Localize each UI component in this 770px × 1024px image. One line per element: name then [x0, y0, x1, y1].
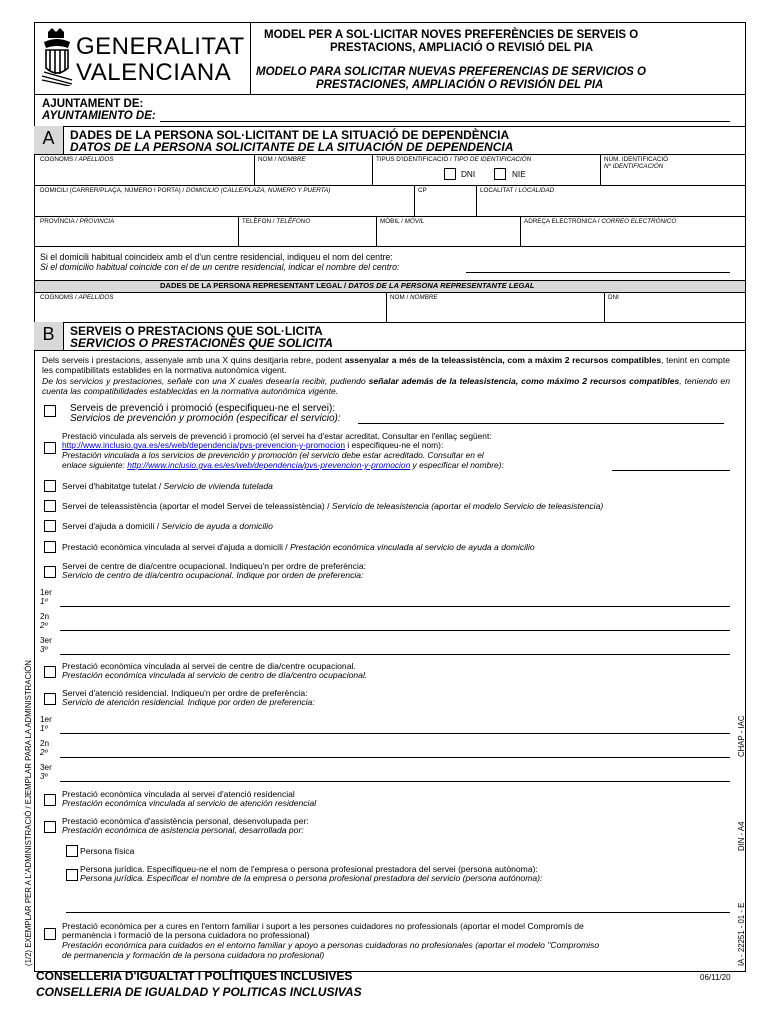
- prestacio-centre-dia-checkbox[interactable]: [44, 666, 56, 678]
- persona-juridica-field[interactable]: [66, 912, 730, 913]
- rep-cognoms-label: COGNOMS / APELLIDOS: [40, 294, 114, 301]
- adreca-label: ADREÇA ELECTRÒNICA / CORREO ELECTRÓNICO: [524, 218, 677, 225]
- cp-label: CP: [418, 187, 427, 194]
- resid-ord3-va: 3er: [40, 763, 52, 772]
- cognoms-label: COGNOMS / APELLIDOS: [40, 156, 114, 163]
- prevencio-field[interactable]: [358, 423, 724, 424]
- ayuntamiento-label: AYUNTAMIENTO DE:: [42, 110, 156, 122]
- title-va-1: MODEL PER A SOL·LICITAR NOVES PREFERÈNCIES DE SERVEIS O: [264, 29, 639, 41]
- opt2-es-1: Prestación vinculada a los servicios de prevención y promoción (el servicio debe estar acreditado. Consultar en el: [62, 450, 484, 460]
- section-b-letter: B: [34, 322, 64, 350]
- form-date: 06/11/20: [700, 973, 731, 982]
- side-right-text-3: IA - 22251 - 01 - E: [737, 902, 746, 966]
- resid-pref-3-field[interactable]: [60, 781, 730, 782]
- logo-text-2: VALENCIANA: [76, 59, 232, 86]
- centre-pref-3-field[interactable]: [60, 654, 730, 655]
- conselleria-va: CONSELLERIA D'IGUALTAT I POLÍTIQUES INCLUSIVES: [36, 969, 353, 983]
- teleassistencia-label: Servei de teleassistència (aportar el model Servei de teleassistència) / Servicio de teleasistencia (aportar el modelo Servicio de teleasistencia): [62, 501, 604, 511]
- side-right-text-1: CHAP - IAC: [737, 715, 746, 757]
- title-va-2: PRESTACIONS, AMPLIACIÓ O REVISIÓ DEL PIA: [330, 42, 594, 54]
- resid-ord2-es: 2º: [40, 748, 48, 757]
- residencial-field[interactable]: [466, 272, 730, 273]
- assistencia-personal-va: Prestació econòmica d'assistència personal, desenvolupada per:: [62, 816, 309, 826]
- shield-icon: [40, 28, 74, 86]
- domicili-label: DOMICILI (CARRER/PLAÇA, NÚMERO I PORTA) / DOMICILIO (CALLE/PLAZA, NÚMERO Y PUERTA): [40, 187, 331, 194]
- section-a-title-es: DATOS DE LA PERSONA SOLICITANTE DE LA SITUACIÓN DE DEPENDENCIA: [70, 140, 514, 154]
- representant-title: DADES DE LA PERSONA REPRESENTANT LEGAL / DATOS DE LA PERSONA REPRESENTANTE LEGAL: [160, 281, 535, 290]
- centre-dia-es: Servicio de centro de día/centro ocupacional. Indique por orden de preferencia:: [62, 570, 364, 580]
- centre-dia-va: Servei de centre de dia/centre ocupacional. Indiqueu'n per ordre de preferència:: [62, 561, 367, 571]
- resid-ord2-va: 2n: [40, 739, 50, 748]
- section-b-title-es: SERVICIOS O PRESTACIONES QUE SOLICITA: [70, 336, 333, 350]
- cures-va-2: permanència i formació de la persona cuidadora no professional): [62, 930, 310, 940]
- prestacio-residencial-checkbox[interactable]: [44, 794, 56, 806]
- prestacio-ajuda-domicili-checkbox[interactable]: [44, 541, 56, 553]
- centre-ord2-es: 2º: [40, 621, 48, 630]
- centre-ord3-va: 3er: [40, 636, 52, 645]
- prestacio-residencial-va: Prestació econòmica vinculada al servei d'atenció residencial: [62, 789, 295, 799]
- centre-ord1-va: 1er: [40, 588, 52, 597]
- side-left-text: (1/2) EXEMPLAR PER A L'ADMINISTRACIÓ / EJEMPLAR PARA LA ADMINISTRACIÓN: [24, 660, 33, 966]
- prevencio-es: Servicios de prevención y promoción (especificar el servicio):: [70, 413, 341, 424]
- inclusio-link[interactable]: http://www.inclusio.gva.es/es/web/dependencia/pvs-prevencion-y-promocion: [62, 440, 346, 450]
- ajuntament-label: AJUNTAMENT DE:: [42, 98, 144, 110]
- resid-pref-2-field[interactable]: [60, 757, 730, 758]
- resid-ord3-es: 3º: [40, 772, 48, 781]
- residencial-es: Si el domicilio habitual coincide con el de un centre residencial, indicar el nombre del centro:: [40, 262, 400, 272]
- rep-nom-label: NOM / NOMBRE: [390, 294, 438, 301]
- opt2-va-1: Prestació vinculada als serveis de prevenció i promoció (el servei ha d'estar acreditat. Consultar en l'enllaç següent:: [62, 431, 492, 441]
- atencio-residencial-es: Servicio de atención residencial. Indique por orden de preferencia:: [62, 697, 315, 707]
- section-a-title-va: DADES DE LA PERSONA SOL·LICITANT DE LA SITUACIÓ DE DEPENDÈNCIA: [70, 128, 510, 142]
- section-b-title-va: SERVEIS O PRESTACIONS QUE SOL·LICITA: [70, 324, 323, 338]
- generalitat-logo: [40, 28, 245, 88]
- nie-label: NIE: [512, 170, 526, 179]
- prevencio-va: Serveis de prevenció i promoció (especifiqueu-ne el servei):: [70, 403, 336, 414]
- inclusio-link-es[interactable]: http://www.inclusio.gva.es/es/web/dependencia/pvs-prevencion-y-promocion: [127, 460, 411, 470]
- prestacio-centre-dia-es: Prestación económica vinculada al servicio de centro de día/centro ocupacional.: [62, 670, 368, 680]
- centre-ord1-es: 1º: [40, 597, 48, 606]
- side-right-text-2: DIN - A4: [737, 821, 746, 851]
- assistencia-personal-checkbox[interactable]: [44, 821, 56, 833]
- atencio-residencial-va: Servei d'atenció residencial. Indiqueu'n per ordre de preferència:: [62, 688, 308, 698]
- rep-dni-label: DNI: [608, 294, 619, 301]
- ajuda-domicili-checkbox[interactable]: [44, 520, 56, 532]
- habitatge-tutelat-label: Servei d'habitatge tutelat / Servicio de vivienda tutelada: [62, 481, 273, 491]
- cures-es-1: Prestación económica para cuidados en el entorno familiar y apoyo a personas cuidadoras no profesionales (aportar el modelo "Compromiso: [62, 940, 600, 950]
- title-es-1: MODELO PARA SOLICITAR NUEVAS PREFERENCIAS DE SERVICIOS O: [256, 66, 646, 78]
- residencial-va: Si el domicili habitual coincideix amb el d'un centre residencial, indiqueu el nom del centre:: [40, 252, 393, 262]
- provincia-label: PROVÍNCIA / PROVINCIA: [40, 218, 115, 225]
- persona-fisica-label: Persona física: [80, 846, 135, 856]
- conselleria-es: CONSELLERIA DE IGUALDAD Y POLITICAS INCLUSIVAS: [36, 985, 362, 999]
- residencial-checkbox[interactable]: [44, 693, 56, 705]
- centre-pref-2-field[interactable]: [60, 630, 730, 631]
- persona-fisica-checkbox[interactable]: [66, 845, 78, 857]
- tipus-label: TIPUS D'IDENTIFICACIÓ / TIPO DE IDENTIFICACIÓN: [376, 156, 532, 163]
- prestacio-residencial-es: Prestación económica vinculada al servicio de atención residencial: [62, 798, 317, 808]
- persona-juridica-checkbox[interactable]: [66, 869, 78, 881]
- centre-ord2-va: 2n: [40, 612, 50, 621]
- nie-checkbox[interactable]: [494, 168, 506, 180]
- ajuntament-field[interactable]: [160, 121, 730, 122]
- persona-juridica-es: Persona jurídica. Especificar el nombre de la empresa o persona profesional prestadora del servicio (persona autónoma):: [80, 873, 543, 883]
- prestacio-prevencio-checkbox[interactable]: [44, 442, 56, 454]
- logo-text-1: GENERALITAT: [76, 33, 245, 60]
- centre-dia-checkbox[interactable]: [44, 566, 56, 578]
- opt2-es-2: enlace siguiente: http://www.inclusio.gva.es/es/web/dependencia/pvs-prevencion-y-promocion y especificar el nombre):: [62, 460, 504, 470]
- assistencia-personal-es: Prestación económica de asistencia personal, desarrollada por:: [62, 825, 304, 835]
- prestacio-ajuda-domicili-label: Prestació econòmica vinculada al servei d'ajuda a domicili / Prestación económica vinculada al servicio de ayuda a domicilio: [62, 542, 535, 552]
- intro-va: Dels serveis i prestacions, assenyale amb una X quins desitjaria rebre, podent assenyalar a més de la teleassistència, com a màxim 2 recursos compatibles, tenint en compte les compatibilitats establides en la normativa autonòmica vigent.: [42, 355, 730, 375]
- centre-pref-1-field[interactable]: [60, 606, 730, 607]
- intro-es: De los servicios y prestaciones, señale con una X cuales desearía recibir, pudiendo señalar además de la teleasistencia, como máximo 2 recursos compatibles, teniendo en cuenta las compatibilidades establecidas en la normativa autonómica vigente.: [42, 376, 730, 396]
- centre-ord3-es: 3º: [40, 645, 48, 654]
- mobil-label: MÒBIL / MÓVIL: [380, 218, 425, 225]
- habitatge-tutelat-checkbox[interactable]: [44, 480, 56, 492]
- nom-label: NOM / NOMBRE: [258, 156, 306, 163]
- resid-ord1-es: 1º: [40, 724, 48, 733]
- section-a-letter: A: [34, 126, 64, 154]
- teleassistencia-checkbox[interactable]: [44, 500, 56, 512]
- localitat-label: LOCALITAT / LOCALIDAD: [480, 187, 555, 194]
- title-es-2: PRESTACIONES, AMPLIACIÓN O REVISIÓN DEL PIA: [316, 79, 604, 91]
- prestacio-prevencio-field[interactable]: [612, 470, 730, 471]
- resid-ord1-va: 1er: [40, 715, 52, 724]
- cures-va-1: Prestació econòmica per a cures en l'entorn familiar i suport a les persones cuidadores no professionals (aportar el model Compromís de: [62, 921, 584, 931]
- dni-label: DNI: [461, 170, 476, 179]
- num-ident-label-es: Nº IDENTIFICACIÓN: [604, 163, 664, 170]
- telefon-label: TELÈFON / TELÉFONO: [242, 218, 311, 225]
- persona-juridica-va: Persona jurídica. Especifiqueu-ne el nom de l'empresa o persona profesional prestadora del servei (persona autònoma):: [80, 864, 538, 874]
- num-ident-label-va: NÚM. IDENTIFICACIÓ: [604, 156, 669, 163]
- cures-es-2: de permanencia y formación de la persona cuidadora no profesional): [62, 950, 325, 960]
- opt2-va-2: http://www.inclusio.gva.es/es/web/dependencia/pvs-prevencion-y-promocion i especifiqueu-ne el nom):: [62, 440, 444, 450]
- prevencio-checkbox[interactable]: [44, 405, 56, 417]
- prestacio-centre-dia-va: Prestació econòmica vinculada al servei de centre de dia/centre ocupacional.: [62, 661, 356, 671]
- dni-checkbox[interactable]: [444, 168, 456, 180]
- resid-pref-1-field[interactable]: [60, 733, 730, 734]
- cures-entorn-checkbox[interactable]: [44, 928, 56, 940]
- ajuda-domicili-label: Servei d'ajuda a domicili / Servicio de ayuda a domicilio: [62, 521, 273, 531]
